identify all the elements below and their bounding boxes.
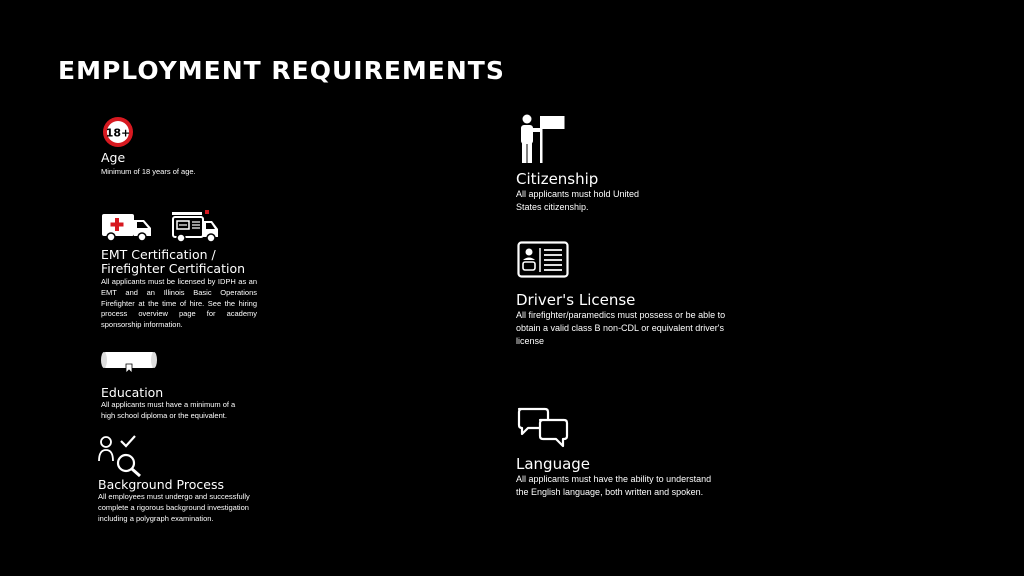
diploma-icon bbox=[100, 350, 158, 374]
citizenship-text-line1: All applicants must hold United bbox=[516, 189, 640, 200]
background-heading: Background Process bbox=[98, 477, 224, 492]
speech-bubbles-icon bbox=[516, 406, 570, 448]
language-text-line2: the English language, both written and spoken. bbox=[516, 487, 704, 498]
person-with-flag-icon bbox=[518, 114, 568, 164]
citizenship-heading: Citizenship bbox=[516, 170, 599, 188]
background-check-icon bbox=[97, 433, 143, 477]
language-text-line1: All applicants must have the ability to understand bbox=[516, 474, 712, 485]
page-title: EMPLOYMENT REQUIREMENTS bbox=[58, 56, 505, 85]
citizenship-text-line2: States citizenship. bbox=[516, 202, 589, 213]
drivers-license-text-line1: All firefighter/paramedics must possess or be able to bbox=[516, 310, 726, 321]
education-text-line2: high school diploma or the equivalent. bbox=[101, 411, 227, 421]
age-badge-text: 18+ bbox=[105, 126, 131, 140]
background-text-line2: complete a rigorous background investigation bbox=[98, 503, 249, 513]
id-card-icon bbox=[517, 241, 569, 278]
emt-heading-line1: EMT Certification / bbox=[101, 247, 216, 262]
language-heading: Language bbox=[516, 455, 591, 473]
drivers-license-text-line2: obtain a valid class B non-CDL or equivalent driver's bbox=[516, 323, 724, 334]
age-text: Minimum of 18 years of age. bbox=[101, 167, 196, 177]
background-text-line3: including a polygraph examination. bbox=[98, 514, 214, 524]
age-heading: Age bbox=[101, 150, 126, 165]
drivers-license-text-line3: license bbox=[516, 336, 545, 347]
emt-text: All applicants must be licensed by IDPH as an EMT and an Illinois Basic Operations Firefighter at the time of hire. See the hiring process overview page for academy sponsorship information. bbox=[101, 276, 257, 330]
education-text-line1: All applicants must have a minimum of a bbox=[101, 400, 236, 410]
background-text-line1: All employees must undergo and successfully bbox=[98, 492, 250, 502]
drivers-license-heading: Driver's License bbox=[516, 291, 636, 309]
age-18-plus-icon bbox=[102, 116, 134, 148]
education-heading: Education bbox=[101, 385, 164, 400]
ambulance-firetruck-icon bbox=[100, 208, 222, 244]
emt-heading-line2: Firefighter Certification bbox=[101, 261, 246, 277]
